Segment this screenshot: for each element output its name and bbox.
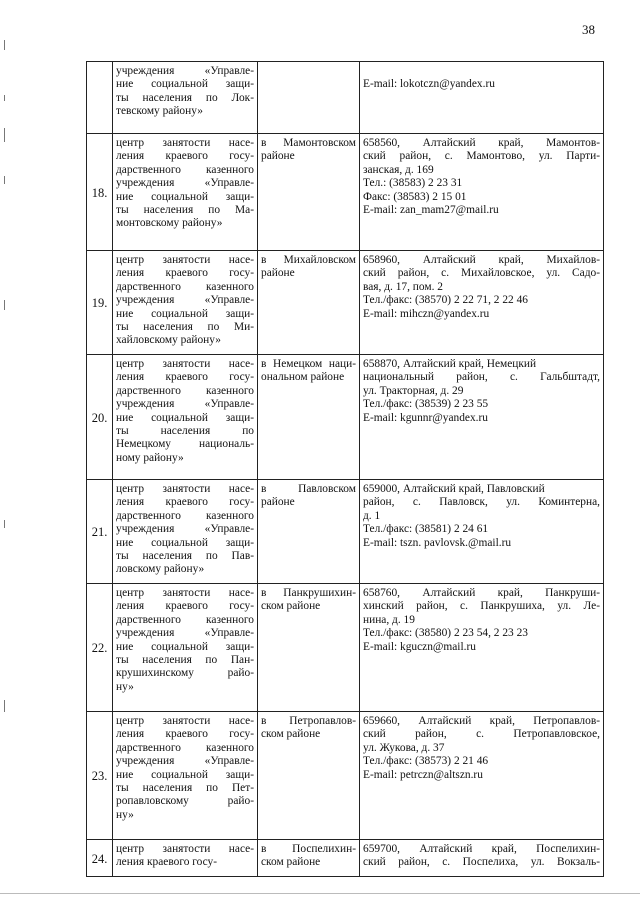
district-cell-line: в Мамонтовском [261, 137, 356, 149]
organization-cell-line: центр занятости насе- [116, 715, 254, 727]
address-cell-line: д. 1 [363, 509, 381, 522]
organization-cell-line: ние социальной защи- [116, 411, 254, 424]
district-cell [258, 480, 360, 584]
address-cell-line: E-mail: kgunnr@yandex.ru [363, 411, 488, 424]
district-cell-line: районе [261, 267, 295, 280]
organization-cell-line: учреждения «Управле- [116, 755, 254, 768]
organization-cell-line: монтовскому району» [116, 217, 223, 230]
organization-cell [113, 62, 258, 134]
scan-edge-mark [4, 300, 5, 310]
address-cell [360, 712, 604, 840]
organization-cell-line: учреждения «Управле- [116, 177, 254, 190]
district-cell-line: в Поспелихин- [261, 843, 356, 855]
organization-cell-line: ты населения по [116, 425, 254, 438]
district-cell-line: ском районе [261, 600, 321, 613]
scan-edge-mark [4, 176, 5, 184]
organization-cell-line: учреждения «Управле- [116, 398, 254, 411]
scan-edge-mark [4, 700, 5, 712]
organization-cell-line: тевскому району» [116, 105, 203, 118]
organization-cell-line: центр занятости насе- [116, 587, 254, 599]
address-cell-line: район, с. Павловск, ул. Коминтерна, [363, 496, 600, 509]
organization-cell-line: ние социальной защи- [116, 536, 254, 549]
page-number: 38 [582, 22, 595, 37]
organization-cell-line: ние социальной защи- [116, 640, 254, 653]
organization-cell [113, 355, 258, 480]
organization-cell [113, 134, 258, 251]
address-cell-line: Тел./факс: (38539) 2 23 55 [363, 398, 489, 411]
organization-cell-line: ления краевого госу- [116, 150, 254, 163]
table-row [87, 355, 604, 480]
table-row [87, 62, 604, 134]
address-cell-line: E-mail: zan_mam27@mail.ru [363, 204, 499, 217]
address-cell-line: вая, д. 17, пом. 2 [363, 280, 443, 293]
organization-cell-line: ты населения по Пет- [116, 782, 254, 795]
address-cell [360, 584, 604, 712]
scan-edge-mark [4, 520, 5, 528]
organization-cell-line: ления краевого госу- [116, 600, 254, 613]
organization-cell-line: ты населения по Ма- [116, 204, 254, 217]
organization-cell [113, 251, 258, 355]
address-cell-line: Факс: (38583) 2 15 01 [363, 190, 467, 203]
address-cell-line: 659000, Алтайский край, Павловский [363, 483, 545, 495]
organization-cell-line: ты населения по Лок- [116, 91, 254, 104]
organization-cell [113, 712, 258, 840]
address-cell-line: ский район, с. Петропавловское, [363, 728, 600, 741]
organization-cell-line: ления краевого госу- [116, 267, 254, 280]
address-cell-line: 659660, Алтайский край, Петропавлов- [363, 715, 600, 727]
organization-cell-line: центр занятости насе- [116, 483, 254, 495]
row-number: 18. [87, 134, 113, 251]
organization-cell-line: центр занятости насе- [116, 254, 254, 266]
organization-cell-line: ние социальной защи- [116, 307, 254, 320]
address-cell-line: хинский район, с. Панкрушиха, ул. Ле- [363, 600, 600, 613]
table-row [87, 251, 604, 355]
row-number [87, 62, 113, 134]
organization-cell-line: учреждения «Управле- [116, 294, 254, 307]
table-row [87, 584, 604, 712]
address-cell-line: Тел./факс: (38573) 2 21 46 [363, 755, 489, 768]
organization-cell-line: хайловскому району» [116, 334, 221, 347]
district-cell-line: ском районе [261, 728, 321, 741]
row-number: 22. [87, 584, 113, 712]
organization-cell-line: ну» [116, 680, 134, 693]
district-cell-line: ском районе [261, 856, 321, 869]
organization-cell-line: ние социальной защи- [116, 190, 254, 203]
row-number: 20. [87, 355, 113, 480]
district-cell [258, 712, 360, 840]
district-cell-line: в Михайловском [261, 254, 356, 266]
address-cell-line: 658870, Алтайский край, Немецкий [363, 358, 537, 370]
address-cell [360, 355, 604, 480]
organization-cell-line: ты населения по Ми- [116, 321, 254, 334]
address-cell-line: 658960, Алтайский край, Михайлов- [363, 254, 600, 266]
table-row [87, 840, 604, 877]
row-number: 23. [87, 712, 113, 840]
address-cell-line: E-mail: petrczn@altszn.ru [363, 768, 483, 781]
scan-edge-mark [4, 40, 5, 50]
district-cell [258, 251, 360, 355]
address-cell-line: E-mail: lokotczn@yandex.ru [363, 78, 495, 91]
organization-cell-line: дарственного казенного [116, 741, 254, 754]
address-cell [360, 840, 604, 877]
district-cell [258, 840, 360, 877]
address-cell-line: нина, д. 19 [363, 613, 415, 626]
address-cell-line: Тел./факс: (38570) 2 22 71, 2 22 46 [363, 294, 528, 307]
scan-edge-mark [4, 95, 5, 101]
district-cell-line: в Немецком наци- [261, 358, 356, 370]
row-number: 19. [87, 251, 113, 355]
organization-cell [113, 480, 258, 584]
organization-cell-line: ловскому району» [116, 563, 205, 576]
organization-cell-line: ты населения по Пав- [116, 550, 254, 563]
organization-cell-line: дарственного казенного [116, 280, 254, 293]
address-cell-line: 659700, Алтайский край, Поспелихин- [363, 843, 600, 855]
address-cell-line: ул. Жукова, д. 37 [363, 741, 445, 754]
address-cell-line: E-mail: tszn. pavlovsk.@mail.ru [363, 536, 512, 549]
address-cell-line: 658760, Алтайский край, Панкруши- [363, 587, 600, 599]
organization-cell-line: ты населения по Пан- [116, 654, 254, 667]
district-cell-line: в Петропавлов- [261, 715, 356, 727]
organization-cell-line: дарственного казенного [116, 163, 254, 176]
address-cell-line: E-mail: mihczn@yandex.ru [363, 307, 490, 320]
organization-cell-line: ние социальной защи- [116, 78, 254, 91]
address-cell [360, 134, 604, 251]
organization-cell-line: ному району» [116, 451, 184, 464]
organization-cell-line: дарственного казенного [116, 509, 254, 522]
district-cell-line: ональном районе [261, 371, 345, 384]
organization-cell-line: крушихинскому райо- [116, 667, 254, 680]
page-bottom-rule [0, 893, 640, 894]
address-cell-line: E-mail: kguczn@mail.ru [363, 640, 476, 653]
organization-cell-line: ления краевого госу- [116, 856, 218, 869]
address-cell-line: ул. Тракторная, д. 29 [363, 384, 464, 397]
address-cell-line: 658560, Алтайский край, Мамонтов- [363, 137, 600, 149]
address-cell [360, 251, 604, 355]
address-cell-line: ский район, с. Мамонтово, ул. Парти- [363, 150, 600, 163]
address-cell [360, 62, 604, 134]
organization-cell-line: ну» [116, 808, 134, 821]
scan-edge-mark [4, 128, 5, 142]
table-row [87, 134, 604, 251]
organization-cell-line: центр занятости насе- [116, 358, 254, 370]
organization-cell-line: дарственного казенного [116, 384, 254, 397]
address-cell-line: Тел./факс: (38580) 2 23 54, 2 23 23 [363, 627, 528, 640]
organization-cell-line: ления краевого госу- [116, 496, 254, 509]
address-cell [360, 480, 604, 584]
address-cell-line: Тел.: (38583) 2 23 31 [363, 177, 463, 190]
table-body [87, 62, 604, 877]
address-cell-line [363, 65, 600, 78]
organization-cell-line: ропавловскому райо- [116, 795, 254, 808]
organization-cell-line: учреждения «Управле- [116, 523, 254, 536]
organization-cell-line: ления краевого госу- [116, 371, 254, 384]
organization-cell-line: учреждения «Управле- [116, 65, 254, 77]
address-cell-line: Тел./факс: (38581) 2 24 61 [363, 523, 489, 536]
district-cell [258, 62, 360, 134]
address-cell-line: ский район, с. Михайловское, ул. Садо- [363, 267, 600, 280]
district-cell-line: в Павловском [261, 483, 356, 495]
district-cell-line: в Панкрушихин- [261, 587, 356, 599]
organization-cell-line: Немецкому националь- [116, 438, 254, 451]
organization-cell-line: центр занятости насе- [116, 137, 254, 149]
address-cell-line: национальный район, с. Гальбштадт, [363, 371, 600, 384]
address-cell-line: занская, д. 169 [363, 163, 434, 176]
district-cell [258, 584, 360, 712]
district-cell [258, 355, 360, 480]
organization-cell-line: учреждения «Управле- [116, 627, 254, 640]
organization-cell [113, 840, 258, 877]
district-cell-line: районе [261, 496, 295, 509]
organization-cell-line: дарственного казенного [116, 613, 254, 626]
row-number: 21. [87, 480, 113, 584]
organization-cell [113, 584, 258, 712]
organization-cell-line: ления краевого госу- [116, 728, 254, 741]
row-number: 24. [87, 840, 113, 877]
organization-cell-line: центр занятости насе- [116, 843, 254, 855]
district-cell [258, 134, 360, 251]
table-row [87, 480, 604, 584]
address-cell-line: ский район, с. Поспелиха, ул. Вокзаль- [363, 856, 600, 869]
table-row [87, 712, 604, 840]
district-cell-line: районе [261, 150, 295, 163]
employment-centers-table [86, 61, 604, 877]
organization-cell-line: ние социальной защи- [116, 768, 254, 781]
